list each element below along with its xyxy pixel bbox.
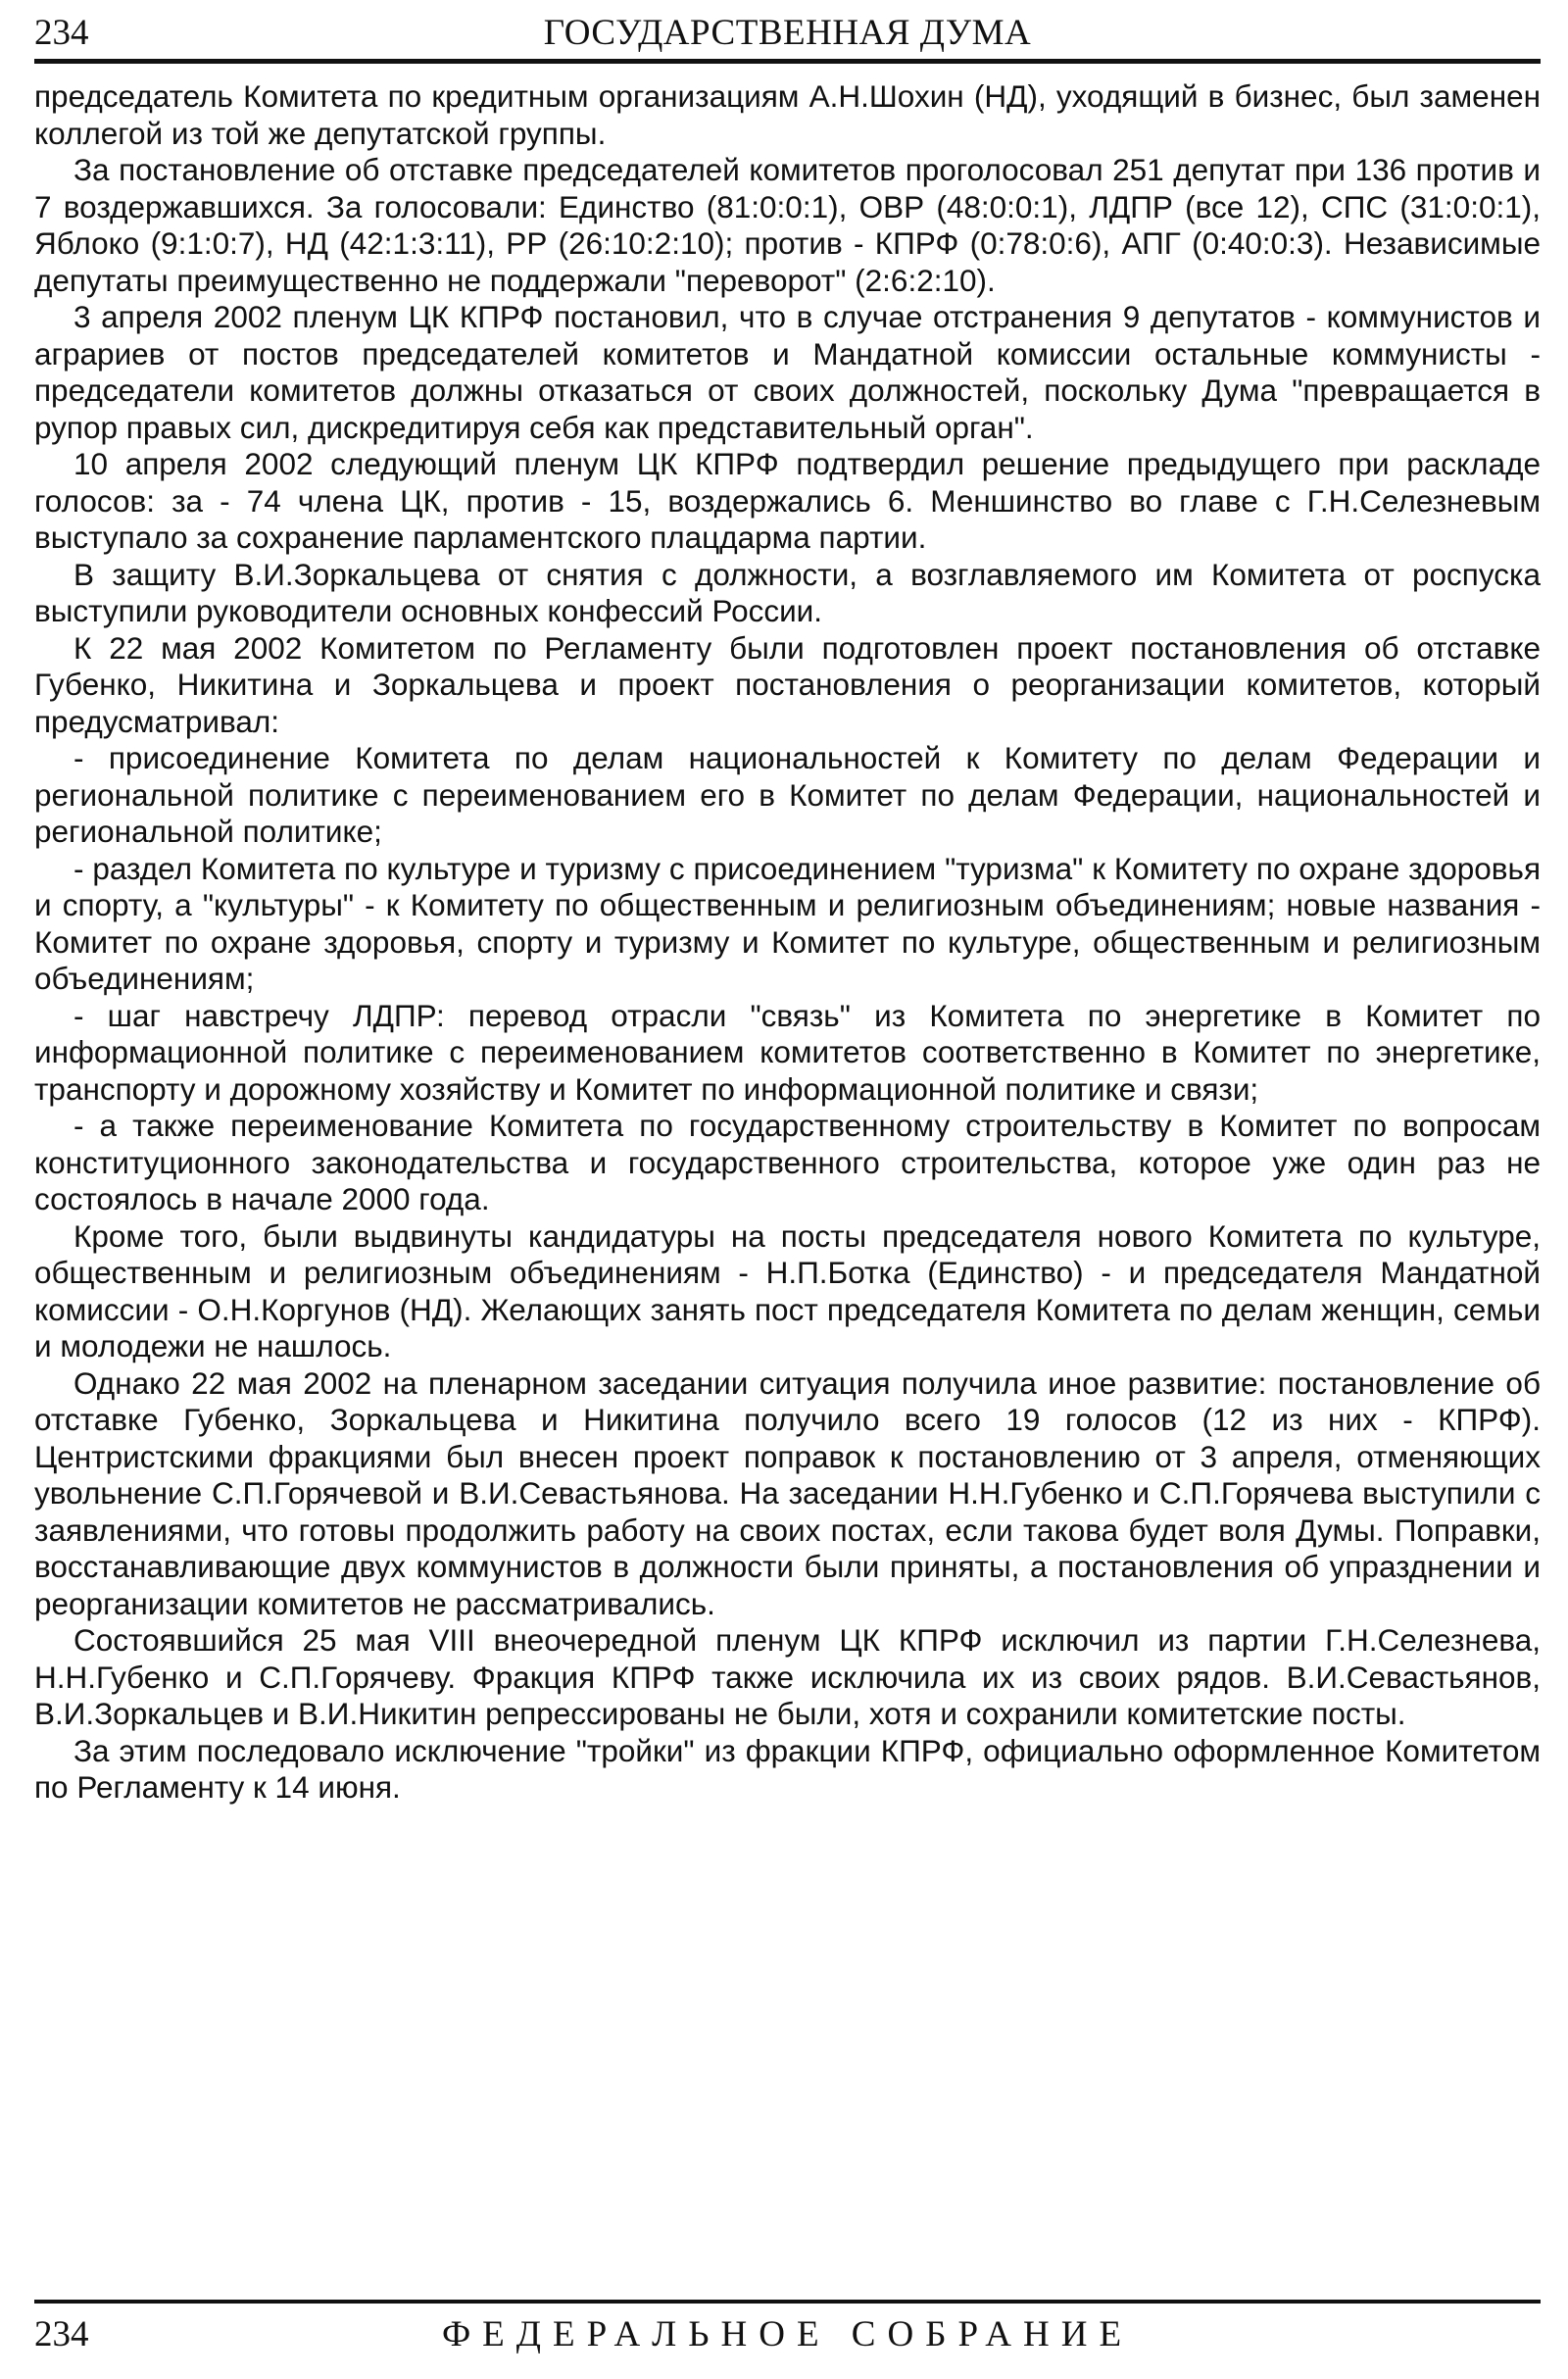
header-page-number: 234 [34, 13, 89, 53]
list-item-state-building: - а также переименование Комитета по государственному строительству в Комитет по вопросам конституционного законодательства и государственного строительства, которое уже один раз не состоялось в начале 2000 года. [34, 1108, 1541, 1216]
page-footer [34, 2309, 1541, 2360]
paragraph-confessions-defense: В защиту В.И.Зоркальцева от снятия с должности, а возглавляемого им Комитета от роспуска выступили руководители основных конфессий России. [34, 556, 1541, 628]
paragraph-plenum-april-10: 10 апреля 2002 следующий пленум ЦК КПРФ подтвердил решение предыдущего при раскладе голосов: за - 74 члена ЦК, против - 15, воздержались 6. Меншинство во главе с Г.Н.Селезневым выступало за сохранение парламентского плацдарма партии. [34, 446, 1541, 555]
page-header [34, 10, 1541, 57]
paragraph-exclusion: За этим последовало исключение "тройки" из фракции КПРФ, официально оформленное Комитетом по Регламенту к 14 июня. [34, 1732, 1541, 1805]
paragraph-plenum-may-25: Состоявшийся 25 мая VIII внеочередной пленум ЦК КПРФ исключил из партии Г.Н.Селезнева, Н.Н.Губенко и С.П.Горячеву. Фракция КПРФ также исключила их из своих рядов. В.И.Севастьянов, В.И.Зоркальцев и В.И.Никитин репрессированы не были, хотя и сохранили комитетские посты. [34, 1622, 1541, 1731]
paragraph-continuation: председатель Комитета по кредитным организациям А.Н.Шохин (НД), уходящий в бизнес, был заменен коллегой из той же депутатской группы. [34, 78, 1541, 151]
document-body [34, 78, 1541, 1807]
list-item-ldpr-communications: - шаг навстречу ЛДПР: перевод отрасли "связь" из Комитета по энергетике в Комитет по информационной политике с переименованием комитетов соответственно в Комитет по энергетике, транспорту и дорожному хозяйству и Комитет по информационной политике и связи; [34, 997, 1541, 1107]
paragraph-may-22-draft: К 22 мая 2002 Комитетом по Регламенту были подготовлен проект постановления об отставке Губенко, Никитина и Зоркальцева и проект постановления о реорганизации комитетов, который предусматривал: [34, 629, 1541, 739]
footer-title: ФЕДЕРАЛЬНОЕ СОБРАНИЕ [441, 2314, 1134, 2354]
paragraph-plenary-session: Однако 22 мая 2002 на пленарном заседании ситуация получила иное развитие: постановление об отставке Губенко, Зоркальцева и Никитина получило всего 19 голосов (12 из них - КПРФ). Центристскими фракциями был внесен проект поправок к постановлению от 3 апреля, отменяющих увольнение С.П.Горячевой и В.И.Севастьянова. На заседании Н.Н.Губенко и С.П.Горячева выступили с заявлениями, что готовы продолжить работу на своих постах, если такова будет воля Думы. Поправки, восстанавливающие двух коммунистов в должности были приняты, а постановления об упразднении и реорганизации комитетов не рассматривались. [34, 1364, 1541, 1621]
list-item-nationalities: - присоединение Комитета по делам национальностей к Комитету по делам Федерации и региональной политике с переименованием его в Комитет по делам Федерации, национальностей и региональной политике; [34, 740, 1541, 849]
paragraph-vote-results: За постановление об отставке председателей комитетов проголосовал 251 депутат при 136 против и 7 воздержавшихся. За голосовали: Единство (81:0:0:1), ОВР (48:0:0:1), ЛДПР (все 12), СПС (31:0:0:1), Яблоко (9:1:0:7), НД (42:1:3:11), РР (26:10:2:10); против - КПРФ (0:78:0:6), АПГ (0:40:0:3). Независимые депутаты преимущественно не поддержали "переворот" (2:6:2:10). [34, 152, 1541, 298]
footer-rule [34, 2300, 1541, 2304]
paragraph-plenum-april-3: 3 апреля 2002 пленум ЦК КПРФ постановил, что в случае отстранения 9 депутатов - коммунистов и аграриев от постов председателей комитетов и Мандатной комиссии остальные коммунисты - председатели комитетов должны отказаться от своих должностей, поскольку Дума "превращается в рупор правых сил, дискредитируя себя как представительный орган". [34, 299, 1541, 445]
header-rule [34, 59, 1541, 64]
list-item-culture-tourism: - раздел Комитета по культуре и туризму с присоединением "туризма" к Комитету по охране здоровья и спорту, а "культуры" - к Комитету по общественным и религиозным объединениям; новые названия - Комитет по охране здоровья, спорту и туризму и Комитет по культуре, общественным и религиозным объединениям; [34, 850, 1541, 996]
footer-page-number: 234 [34, 2314, 89, 2354]
header-title: ГОСУДАРСТВЕННАЯ ДУМА [543, 13, 1032, 53]
paragraph-candidates: Кроме того, были выдвинуты кандидатуры на посты председателя нового Комитета по культуре, общественным и религиозным объединениям - Н.П.Ботка (Единство) - и председателя Мандатной комиссии - О.Н.Коргунов (НД). Желающих занять пост председателя Комитета по делам женщин, семьи и молодежи не нашлось. [34, 1217, 1541, 1363]
